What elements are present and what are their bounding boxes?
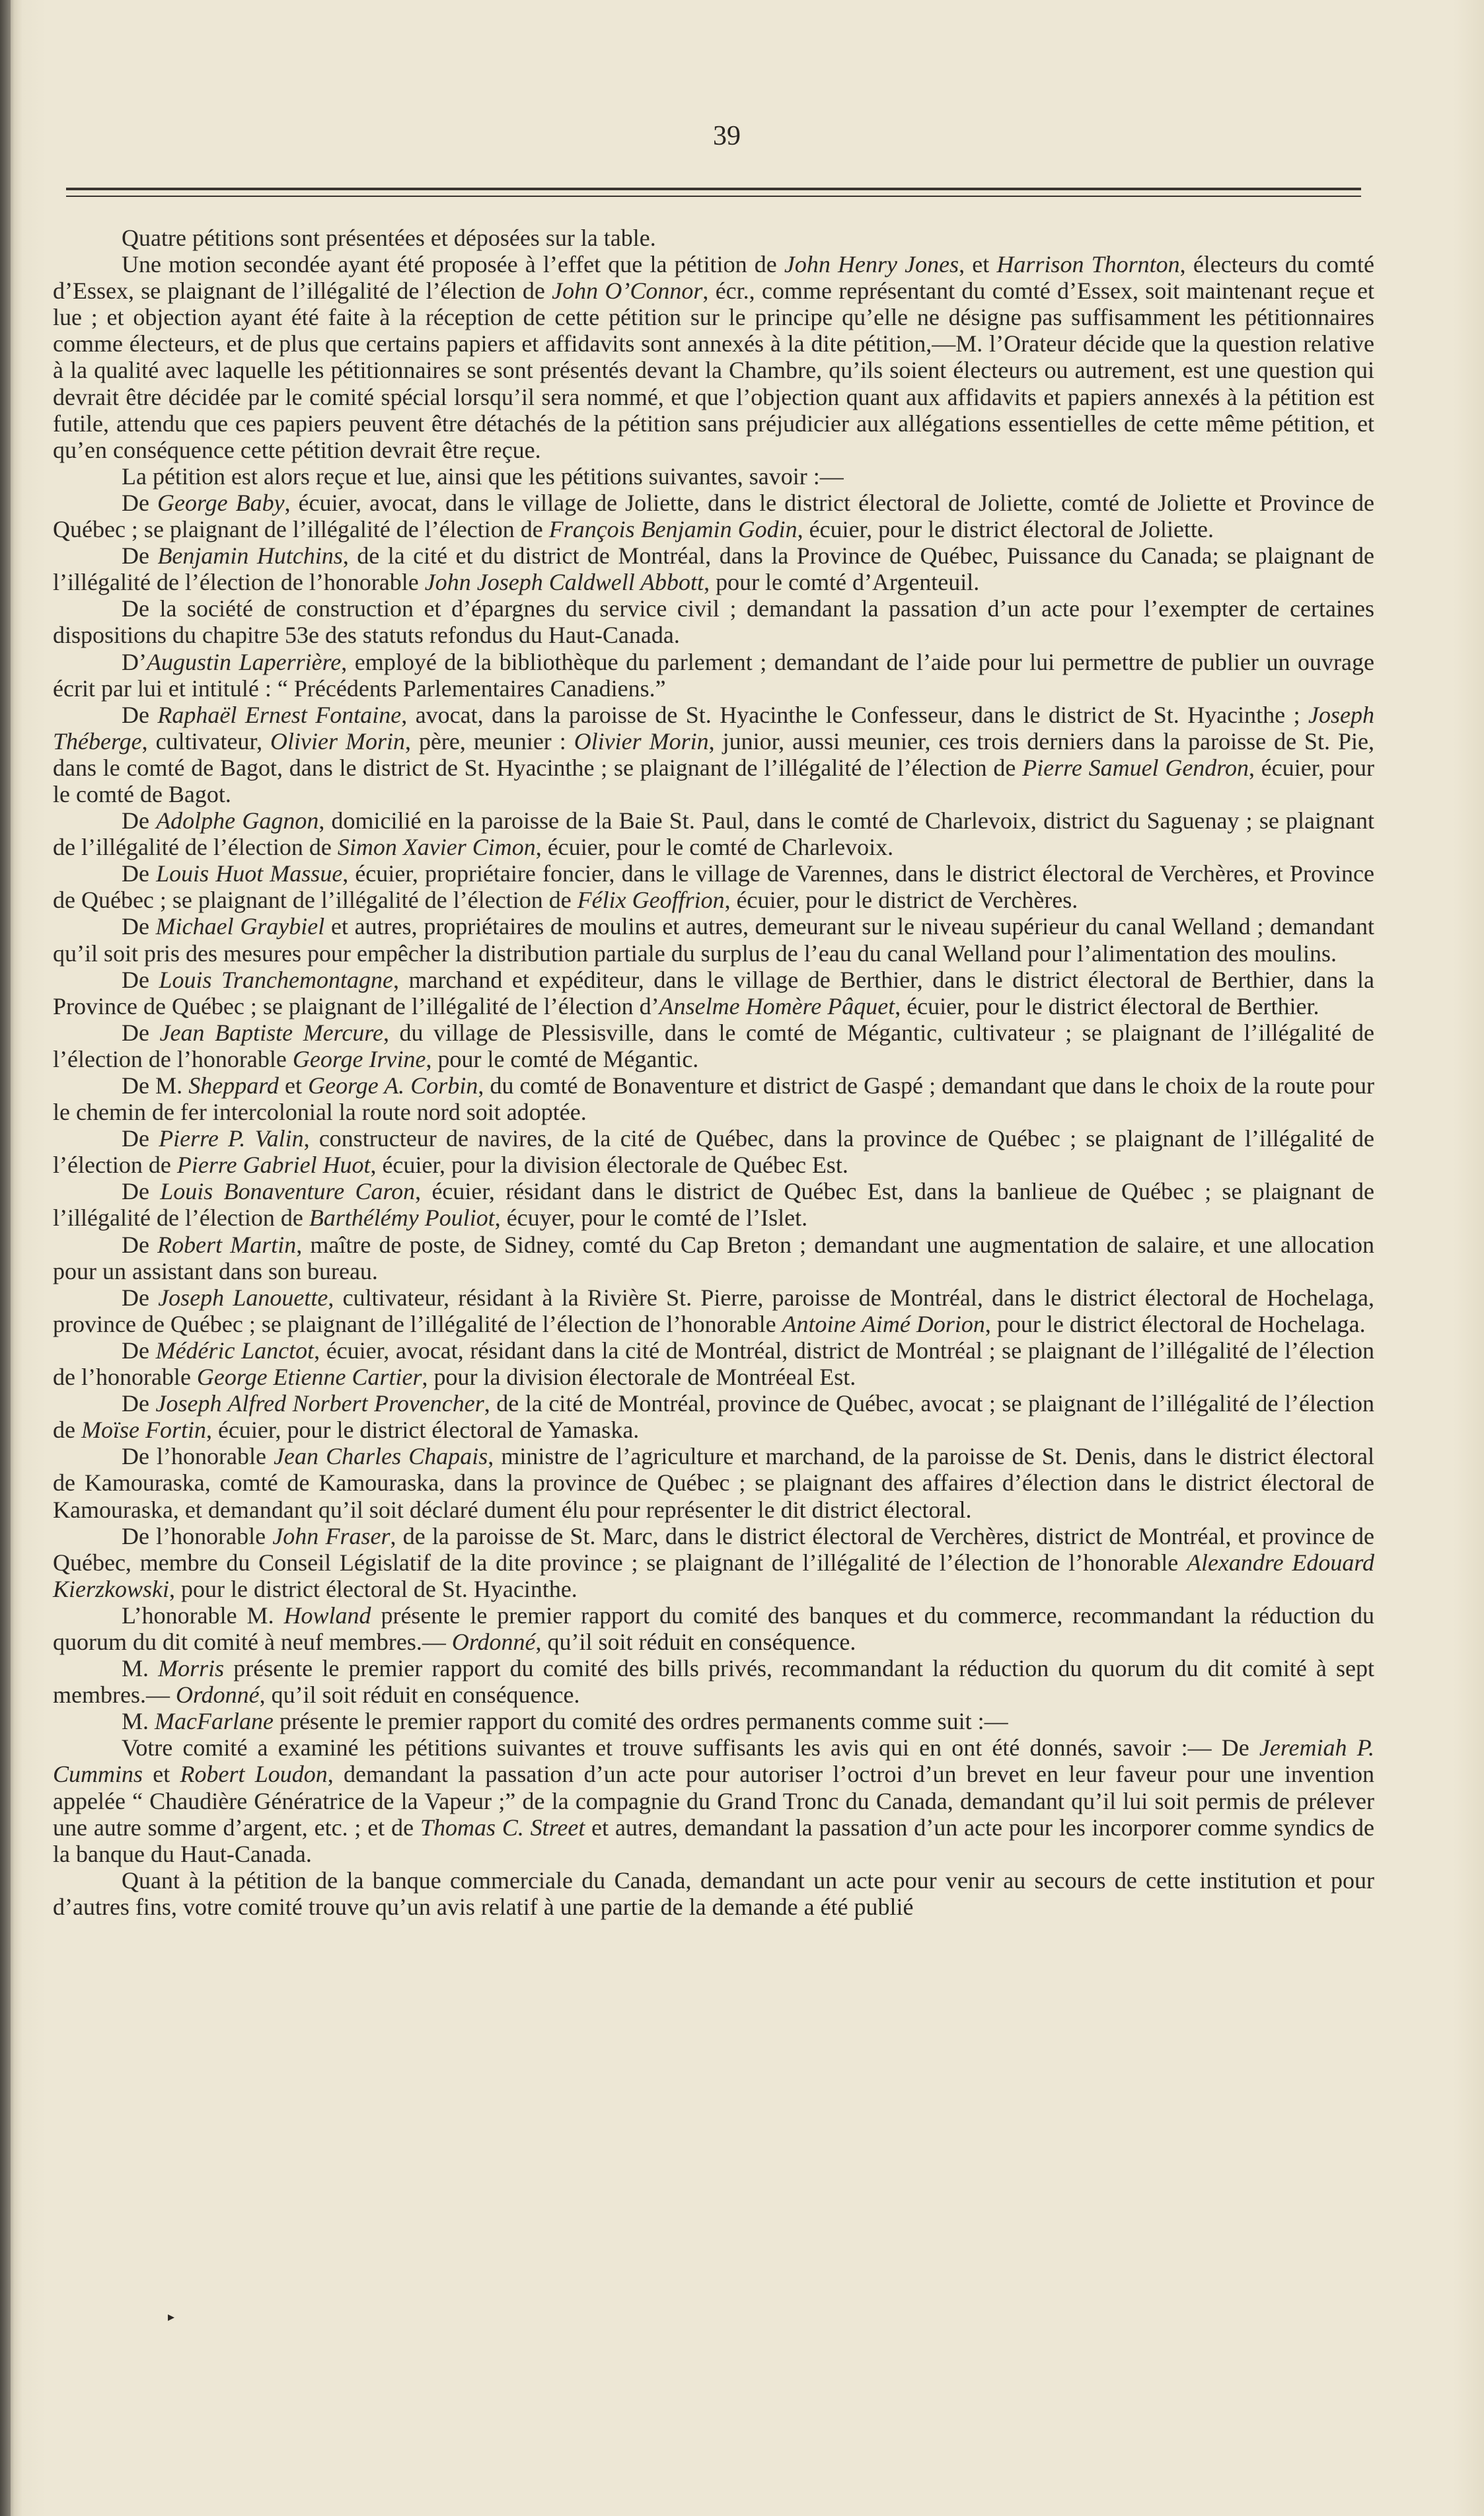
italic-name: Ordonné [451, 1628, 536, 1655]
italic-name: Raphaël Ernest Fontaine [157, 701, 402, 728]
paragraph [53, 1602, 1374, 1655]
margin-mark: ▸ [168, 2310, 175, 2324]
text-run: , de la paroisse de St. Marc, dans le district électoral de Verchères, district de Montréal, et province de Québec, membre du Conseil Législatif de la dite province ; se plaignant de l’illégalité de l’élection de l’honorable [53, 1522, 1374, 1576]
paragraph [53, 1390, 1374, 1443]
text-run: , écuier, pour le district électoral de Yamaska. [205, 1417, 640, 1444]
paragraph [53, 967, 1374, 1019]
text-run: , du village de Plessisville, dans le comté de Mégantic, cultivateur ; se plaignant de l’illégalité de l’élection de l’honorable [53, 1019, 1374, 1072]
text-run: Votre comité a examiné les pétitions suivantes et trouve suffisants les avis qui en ont été donnés, savoir :— De [122, 1734, 1259, 1761]
italic-name: Ordonné [175, 1682, 260, 1709]
text-run: , junior, aussi meunier, ces trois derniers dans la paroisse de St. Pie, dans le comté de Bagot, dans le district de St. Hyacinthe ; se plaignant de l’illégalité de l’élection de [53, 727, 1374, 781]
text-run: De [122, 489, 157, 516]
text-run: , écuier, pour le district électoral de Berthier. [895, 992, 1319, 1019]
paragraph [53, 490, 1374, 542]
paragraph [53, 595, 1374, 648]
text-run: De la société de construction et d’épargnes du service civil ; demandant la passation d’un acte pour l’exempter de certaines dispositions du chapitre 53e des statuts refondus du Haut-Canada. [53, 595, 1374, 649]
text-run: , avocat, dans la paroisse de St. Hyacinthe le Confesseur, dans le district de St. Hyacinthe ; [401, 701, 1309, 728]
text-run: De [122, 1178, 161, 1205]
paragraph [53, 702, 1374, 807]
text-run: , écuier, résidant dans le district de Québec Est, dans la banlieue de Québec ; se plaignant de l’illégalité de l’élection de [53, 1178, 1374, 1232]
text-run: De [122, 1019, 160, 1046]
text-run: , écuier, avocat, dans le village de Joliette, dans le district électoral de Joliette, comté de Joliette et Province de Québec ; se plaignant de l’illégalité de l’élection de [53, 489, 1374, 543]
text-run: , et [959, 251, 997, 278]
text-run: De l’honorable [122, 1522, 273, 1549]
text-run: De [122, 701, 158, 728]
italic-name: Jeremiah P. Cummins [53, 1734, 1374, 1788]
italic-name: Morris [158, 1655, 225, 1682]
italic-name: Pierre P. Valin [159, 1125, 304, 1152]
italic-name: John Henry Jones [784, 251, 959, 278]
italic-name: John Joseph Caldwell Abbott [424, 569, 704, 596]
text-run: De l’honorable [122, 1443, 274, 1470]
text-run: , pour le district électoral de Hochelaga. [984, 1310, 1366, 1337]
italic-name: Pierre Samuel Gendron [1022, 754, 1249, 781]
italic-name: Sheppard [188, 1072, 279, 1099]
italic-name: Olivier Morin [270, 727, 405, 755]
paragraph [53, 225, 1374, 251]
italic-name: Howland [283, 1602, 371, 1629]
paragraph [53, 251, 1374, 463]
italic-name: Moïse Fortin [81, 1417, 206, 1444]
text-run: , domicilié en la paroisse de la Baie St. Paul, dans le comté de Charlevoix, district du Saguenay ; se plaignant de l’illégalité de l’élection de [53, 807, 1374, 861]
italic-name: MacFarlane [155, 1708, 274, 1735]
text-run: et [278, 1072, 309, 1099]
text-run: , père, meunier : [404, 727, 574, 755]
paragraph [53, 542, 1374, 595]
text-run: , constructeur de navires, de la cité de Québec, dans la province de Québec ; se plaignant de l’illégalité de l’élection de [53, 1125, 1374, 1179]
text-run: , du comté de Bonaventure et district de Gaspé ; demandant que dans le choix de la route pour le chemin de fer intercolonial la route nord soit adoptée. [53, 1072, 1374, 1126]
paragraph [53, 1072, 1374, 1125]
text-run: , écuier, pour le district de Verchères. [724, 887, 1078, 914]
text-run: La pétition est alors reçue et lue, ainsi que les pétitions suivantes, savoir :— [122, 462, 844, 490]
paragraph [53, 1337, 1374, 1390]
italic-name: Barthélémy Pouliot [309, 1204, 495, 1232]
paragraph [53, 1708, 1374, 1734]
italic-name: Joseph Théberge [53, 701, 1374, 755]
paragraph [53, 1443, 1374, 1522]
italic-name: Olivier Morin [574, 727, 709, 755]
text-run: De [122, 807, 157, 834]
text-run: De [122, 1284, 159, 1311]
page-number: 39 [713, 121, 741, 151]
paragraph [53, 1178, 1374, 1231]
italic-name: Robert Loudon [180, 1761, 328, 1788]
italic-name: Antoine Aimé Dorion [782, 1310, 985, 1337]
italic-name: Joseph Alfred Norbert Provencher [155, 1390, 484, 1417]
text-run: , écuier, pour la division électorale de Québec Est. [370, 1152, 848, 1179]
italic-name: Pierre Gabriel Huot [176, 1152, 371, 1179]
text-run: , écuier, pour le district électoral de Joliette. [797, 516, 1214, 543]
italic-name: George Irvine [292, 1045, 426, 1072]
text-run: M. [122, 1655, 159, 1682]
text-run: présente le premier rapport du comité des banques et du commerce, recommandant la réduction du quorum du dit comité à neuf membres.— [53, 1602, 1375, 1655]
italic-name: John Fraser [272, 1522, 390, 1549]
text-run: , demandant la passation d’un acte pour autoriser l’octroi d’un brevet en leur faveur pour une invention appelée “ Chaudière Génératrice de la Vapeur ;” de la compagnie du Grand Tronc du Canada, demandant qu’il lui soit permis de prélever une autre somme d’argent, etc. ; et de [53, 1761, 1374, 1841]
text-run: , cultivateur, [141, 727, 271, 755]
body-text [53, 225, 1374, 1920]
paragraph [53, 1019, 1374, 1072]
paragraph [53, 860, 1374, 913]
text-run: De [122, 1231, 158, 1258]
italic-name: Louis Tranchemontagne [159, 966, 393, 993]
paragraph [53, 1655, 1374, 1708]
text-run: D’ [122, 648, 147, 675]
text-run: , ministre de l’agriculture et marchand, de la paroisse de St. Denis, dans le district électoral de Kamouraska, comté de Kamouraska, dans la province de Québec ; se plaignant des affaires d’élection dans le district électoral de Kamouraska, et demandant qu’il soit déclaré dument élu pour représenter le dit district électoral. [53, 1443, 1374, 1523]
paragraph [53, 807, 1374, 860]
binding-edge [0, 0, 11, 2516]
text-run: , écr., comme représentant du comté d’Essex, soit maintenant reçue et lue ; et objection ayant été faite à la réception de cette pétition sur le principe qu’elle ne désigne pas suffisamment les pétitionnaires comme électeurs, et de plus que certains papiers et affidavits sont annexés à la dite pétition,—M. l’Orateur décide que la question relative à la qualité avec laquelle les pétitionnaires se sont présentés devant la Chambre, qu’ils soient électeurs ou autrement, est une question qui devrait être décidée par le comité spécial lorsqu’il sera nommé, et que l’objection quant aux affidavits et papiers annexés à la pétition est futile, attendu que ces papiers peuvent être détachés de la pétition sans préjudicier aux allégations essentielles de cette même pétition, et qu’en conséquence cette pétition devrait être reçue. [53, 278, 1374, 463]
text-run: , qu’il soit réduit en conséquence. [535, 1628, 856, 1655]
text-run: M. [122, 1708, 155, 1735]
paragraph [53, 1867, 1374, 1920]
paragraph [53, 463, 1374, 490]
italic-name: George A. Corbin [308, 1072, 478, 1099]
text-run: L’honorable M. [122, 1602, 284, 1629]
paragraph [53, 649, 1374, 702]
text-run: , écuier, propriétaire foncier, dans le village de Varennes, dans le district électoral de Verchères, et Province de Québec ; se plaignant de l’illégalité de l’élection de [53, 860, 1374, 914]
text-run: De M. [122, 1072, 189, 1099]
text-run: De [122, 542, 158, 570]
text-run: , électeurs du comté d’Essex, se plaignant de l’illégalité de l’élection de [53, 251, 1375, 305]
text-run: , pour le comté d’Argenteuil. [704, 569, 980, 596]
italic-name: Augustin Laperrière [147, 648, 342, 675]
text-run: , écuier, pour le comté de Charlevoix. [535, 834, 894, 861]
italic-name: Jean Charles Chapais [274, 1443, 488, 1470]
italic-name: George Baby [157, 489, 285, 516]
text-run: présente le premier rapport du comité des bills privés, recommandant la réduction du quorum du dit comité à sept membres.— [53, 1655, 1374, 1709]
italic-name: Simon Xavier Cimon [337, 834, 536, 861]
italic-name: Anselme Homère Pâquet [659, 992, 895, 1019]
text-run: et autres, demandant la passation d’un acte pour les incorporer comme syndics de la banque du Haut-Canada. [53, 1814, 1374, 1867]
text-run: , cultivateur, résidant à la Rivière St. Pierre, paroisse de Montréal, dans le district électoral de Hochelaga, province de Québec ; se plaignant de l’illégalité de l’élection de l’honorable [53, 1284, 1374, 1337]
italic-name: Michael Graybiel [155, 913, 325, 940]
paragraph [53, 1284, 1374, 1337]
text-run: , pour la division électorale de Montréeal Est. [422, 1364, 856, 1391]
text-run: , marchand et expéditeur, dans le village de Berthier, dans le district électoral de Berthier, dans la Province de Québec ; se plaignant de l’illégalité de l’élection d’ [53, 966, 1374, 1019]
text-run: , écuyer, pour le comté de l’Islet. [494, 1204, 808, 1232]
text-run: De [122, 913, 156, 940]
text-run: , écuier, pour le comté de Bagot. [53, 754, 1374, 807]
italic-name: Adolphe Gagnon [156, 807, 319, 834]
text-run: présente le premier rapport du comité des ordres permanents comme suit :— [273, 1708, 1008, 1735]
italic-name: Thomas C. Street [420, 1814, 585, 1841]
italic-name: John O’Connor [552, 278, 703, 305]
text-run: et [143, 1761, 180, 1788]
text-run: De [122, 1125, 159, 1152]
italic-name: Joseph Lanouette [158, 1284, 328, 1311]
italic-name: Benjamin Hutchins [157, 542, 343, 570]
text-run: , pour le comté de Mégantic. [426, 1045, 699, 1072]
text-run: , de la cité et du district de Montréal, dans la Province de Québec, Puissance du Canada; se plaignant de l’illégalité de l’élection de l’honorable [53, 542, 1374, 596]
text-run: De [122, 966, 159, 993]
italic-name: Louis Huot Massue [156, 860, 343, 887]
paragraph [53, 1125, 1374, 1178]
italic-name: Harrison Thornton [996, 251, 1180, 278]
text-run: , de la cité de Montréal, province de Québec, avocat ; se plaignant de l’illégalité de l’élection de [53, 1390, 1374, 1444]
paragraph [53, 1523, 1374, 1602]
text-run: , qu’il soit réduit en conséquence. [259, 1682, 580, 1709]
italic-name: Louis Bonaventure Caron [160, 1178, 416, 1205]
text-run: De [122, 860, 157, 887]
italic-name: Médéric Lanctot [155, 1337, 315, 1364]
italic-name: François Benjamin Godin [548, 516, 798, 543]
italic-name: Alexandre Edouard Kierzkowski [53, 1549, 1374, 1602]
italic-name: George Etienne Cartier [196, 1364, 422, 1391]
header-rule-thick [66, 188, 1361, 190]
italic-name: Robert Martin [157, 1231, 297, 1258]
italic-name: Jean Baptiste Mercure [159, 1019, 383, 1046]
text-run: , employé de la bibliothèque du parlement ; demandant de l’aide pour lui permettre de publier un ouvrage écrit par lui et intitulé : “ Précédents Parlementaires Canadiens.” [53, 648, 1374, 702]
text-run: , écuier, avocat, résidant dans la cité de Montréal, district de Montréal ; se plaignant de l’illégalité de l’élection de l’honorable [53, 1337, 1374, 1391]
text-run: , maître de poste, de Sidney, comté du Cap Breton ; demandant une augmentation de salaire, et une allocation pour un assistant dans son bureau. [53, 1231, 1374, 1284]
text-run: De [122, 1337, 156, 1364]
paragraph [53, 1232, 1374, 1284]
text-run: Une motion secondée ayant été proposée à l’effet que la pétition de [122, 251, 784, 278]
text-run: , pour le district électoral de St. Hyacinthe. [169, 1575, 577, 1602]
italic-name: Félix Geoffrion [577, 887, 725, 914]
text-run: De [122, 1390, 156, 1417]
header-rule-thin [66, 196, 1361, 197]
paragraph [53, 1734, 1374, 1867]
text-run: Quant à la pétition de la banque commerciale du Canada, demandant un acte pour venir au secours de cette institution et pour d’autres fins, votre comité trouve qu’un avis relatif à une partie de la demande a été publié [53, 1867, 1374, 1920]
paragraph [53, 913, 1374, 966]
text-run: Quatre pétitions sont présentées et déposées sur la table. [122, 225, 656, 251]
text-run: et autres, propriétaires de moulins et autres, demeurant sur le niveau supérieur du canal Welland ; demandant qu’il soit pris des mesures pour empêcher la distribution partiale du surplus de l’eau du canal Welland pour l’alimentation des moulins. [53, 913, 1374, 967]
